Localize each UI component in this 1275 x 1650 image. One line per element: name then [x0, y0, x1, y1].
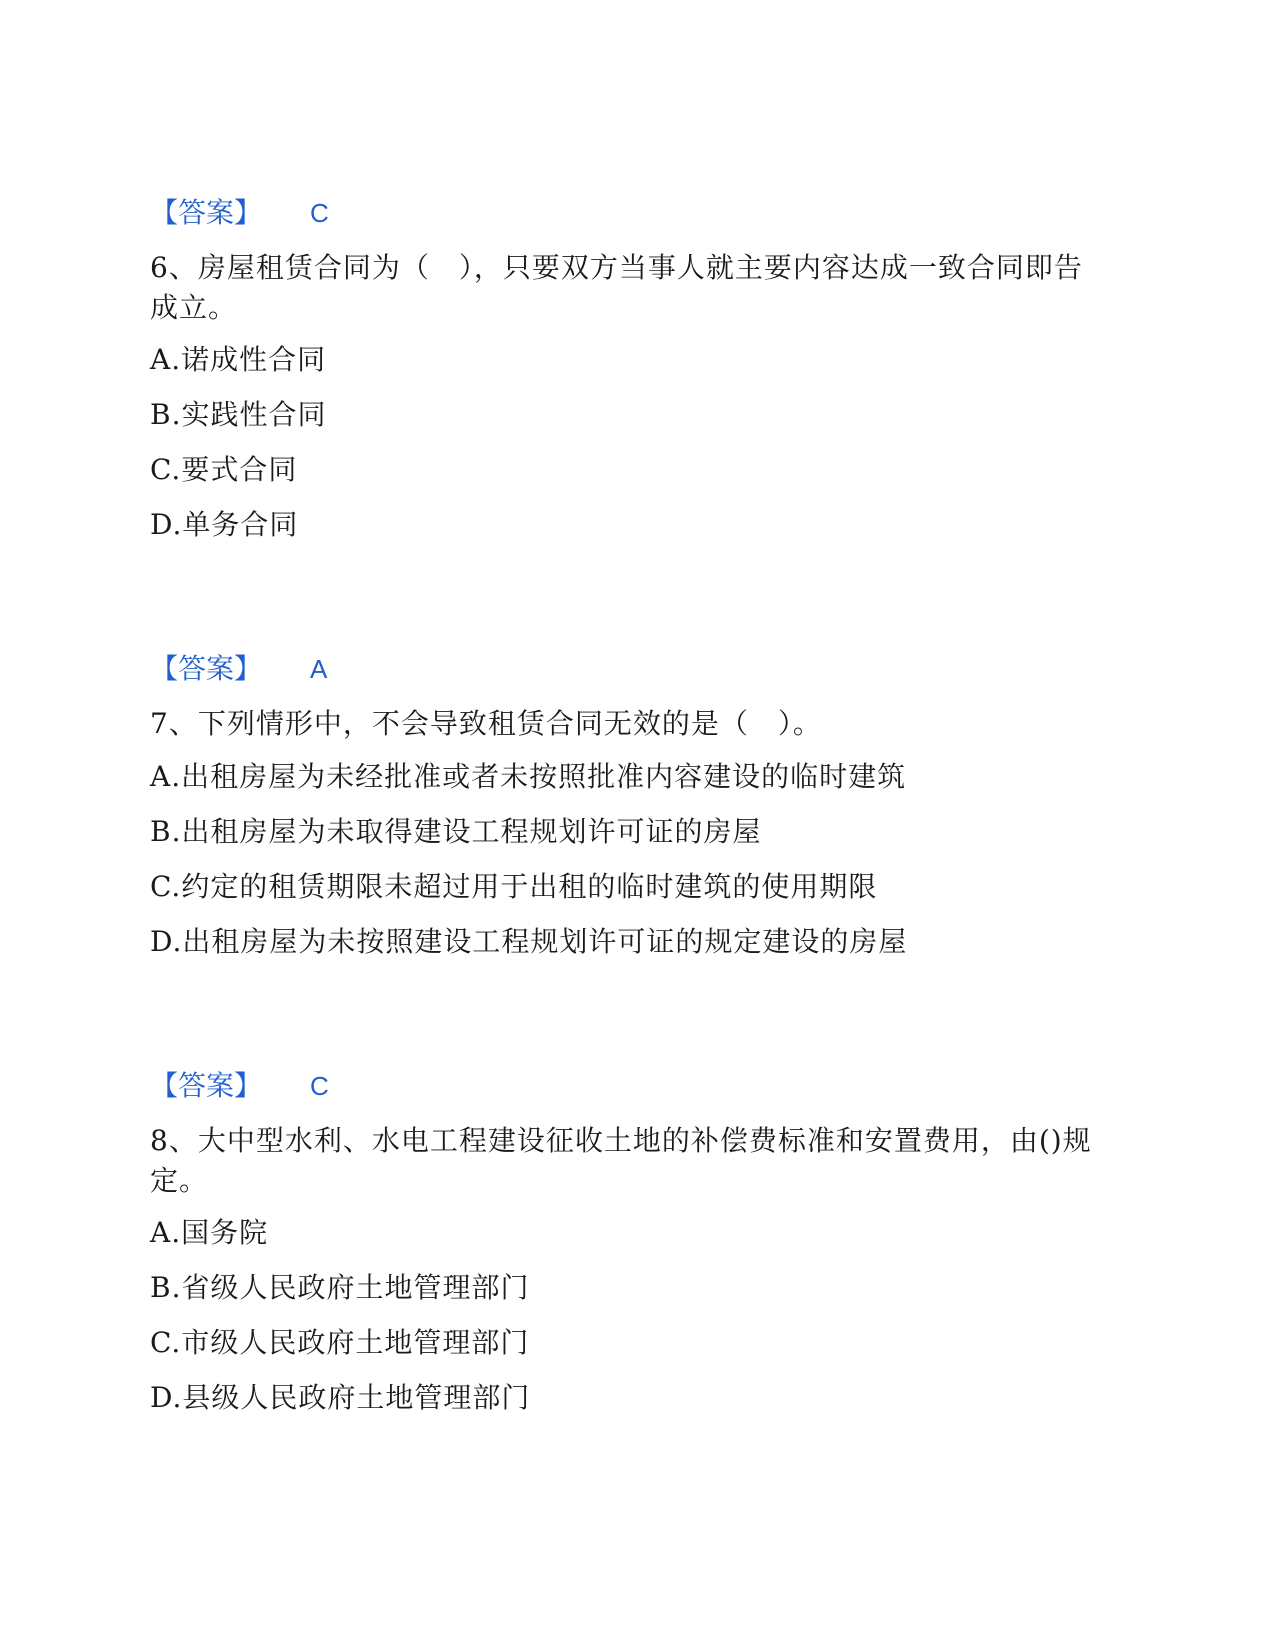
- answer-label: 【答案】: [150, 196, 263, 229]
- question-6-text: 6、房屋租赁合同为（ ），只要双方当事人就主要内容达成一致合同即告成立。: [150, 251, 1083, 324]
- answer-label: 【答案】: [150, 1069, 263, 1102]
- answer-line: [150, 1068, 329, 1104]
- question-8-option-b: B.省级人民政府土地管理部门: [150, 1271, 530, 1304]
- answer-value: C: [310, 1071, 329, 1101]
- question-8-option-a: A.国务院: [150, 1216, 269, 1249]
- question-6-option-b: B.实践性合同: [150, 398, 327, 431]
- answer-line: [150, 651, 327, 687]
- answer-label: 【答案】: [150, 652, 263, 685]
- question-6-option-a: A.诺成性合同: [150, 343, 327, 376]
- question-7-option-c: C.约定的租赁期限未超过用于出租的临时建筑的使用期限: [150, 870, 878, 903]
- question-6-option-c: C.要式合同: [150, 453, 298, 486]
- question-8-text: 8、大中型水利、水电工程建设征收土地的补偿费标准和安置费用，由()规定。: [150, 1124, 1092, 1197]
- question-7-text: 7、下列情形中，不会导致租赁合同无效的是（ ）。: [150, 707, 822, 740]
- question-8-option-c: C.市级人民政府土地管理部门: [150, 1326, 530, 1359]
- answer-value: C: [310, 198, 329, 228]
- answer-value: A: [310, 654, 328, 684]
- question-8-option-d: D.县级人民政府土地管理部门: [150, 1381, 531, 1414]
- question-6-option-d: D.单务合同: [150, 508, 299, 541]
- question-7-option-b: B.出租房屋为未取得建设工程规划许可证的房屋: [150, 815, 762, 848]
- question-7-option-d: D.出租房屋为未按照建设工程规划许可证的规定建设的房屋: [150, 925, 908, 958]
- question-7-option-a: A.出租房屋为未经批准或者未按照批准内容建设的临时建筑: [150, 760, 907, 793]
- answer-line: [150, 195, 329, 231]
